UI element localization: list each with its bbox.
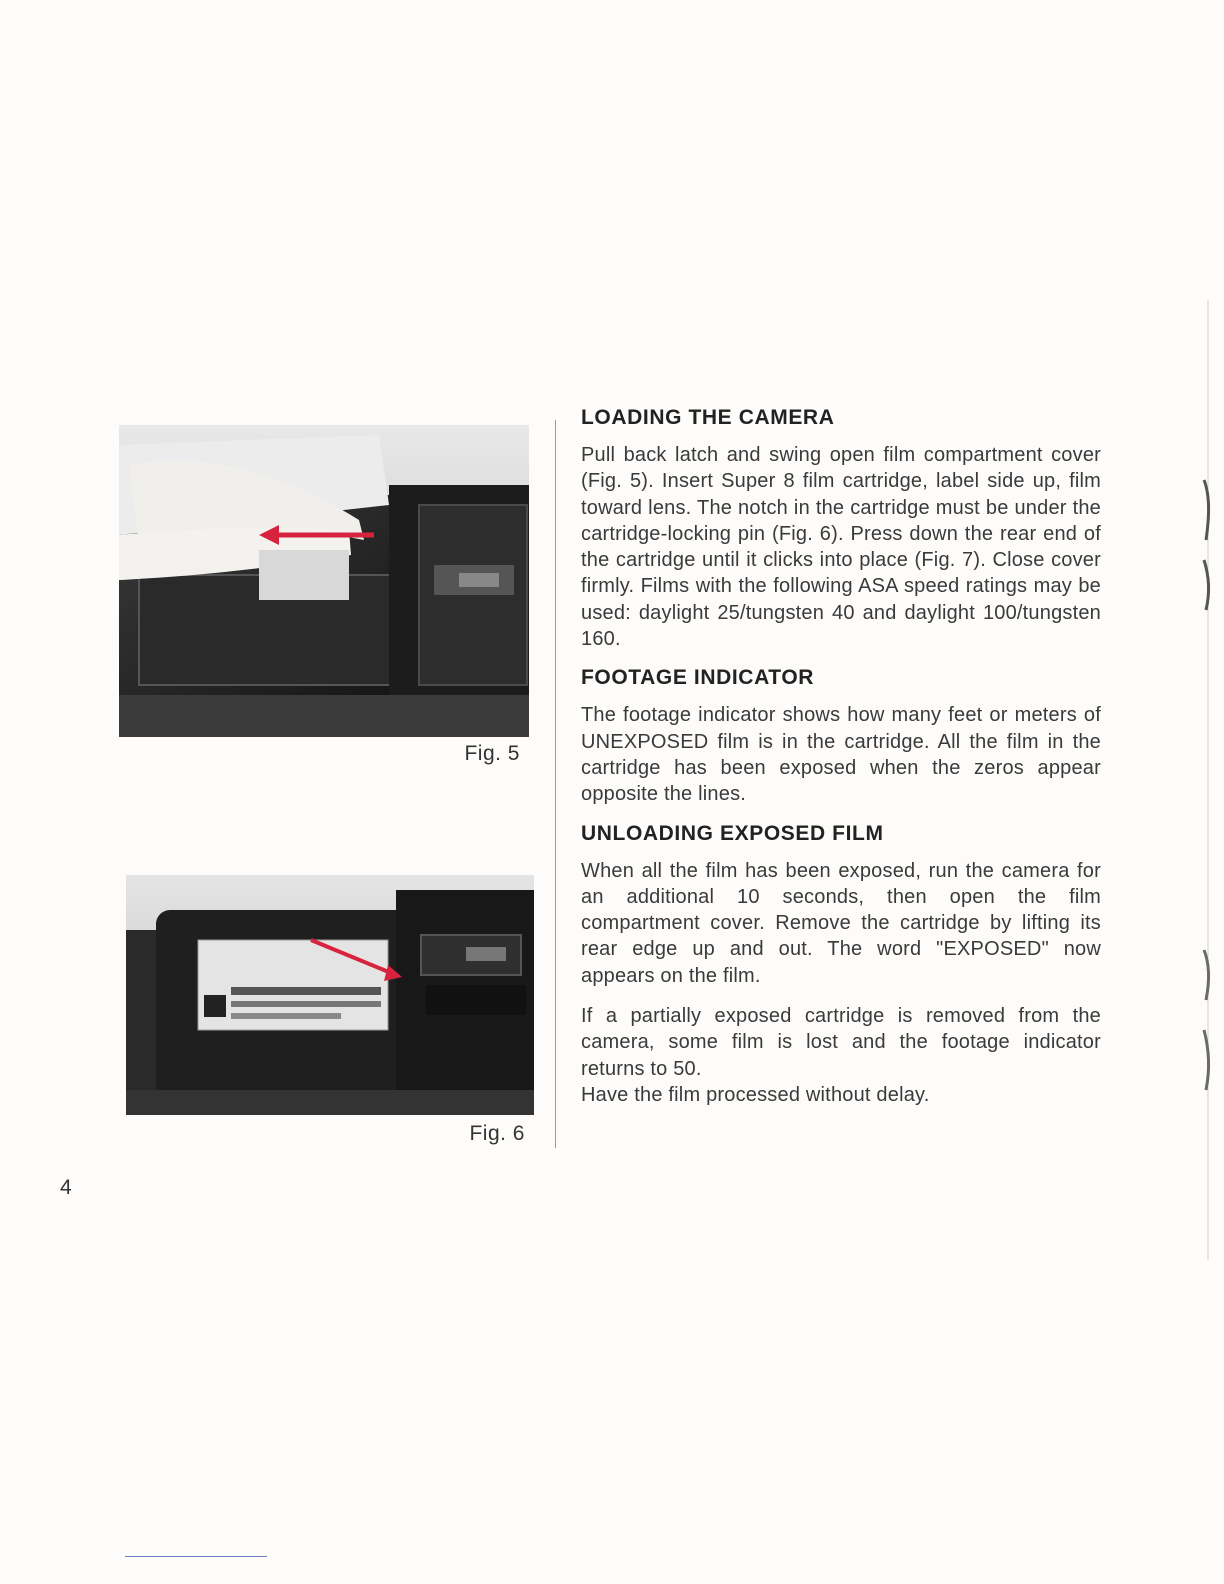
text-column: [581, 406, 1101, 1108]
paragraph-unloading-3: Have the film processed without delay.: [581, 1083, 930, 1106]
figure-5-caption: Fig. 5: [464, 742, 520, 765]
binding-edge-shadow: [1196, 300, 1214, 1260]
paragraph-unloading-1: When all the film has been exposed, run the camera for an additional 10 seconds, then open the film compartment cover. Remove the cartridge by lifting its rear edge up and out. The word "EXPOSED" now appears on the film.: [581, 859, 1101, 987]
figure-5-photo: [119, 425, 529, 737]
paragraph-unloading-2: If a partially exposed cartridge is removed from the camera, some film is lost and the footage indicator returns to 50.: [581, 1005, 1101, 1080]
paragraph-loading: Pull back latch and swing open film compartment cover (Fig. 5). Insert Super 8 film cartridge, label side up, film toward lens. The notch in the cartridge must be under the cartridge-locking pin (Fig. 6). Press down the rear end of the cartridge until it clicks into place (Fig. 7). Close cover firmly. Films with the following ASA speed ratings may be used: daylight 25/tungsten 40 and daylight 100/tungsten 160.: [581, 444, 1101, 651]
figure-6-photo: [126, 875, 534, 1115]
bottom-rule: [125, 1556, 267, 1557]
figure-6-caption: Fig. 6: [469, 1122, 525, 1145]
heading-footage-indicator: FOOTAGE INDICATOR: [581, 666, 815, 690]
page-number: 4: [60, 1176, 72, 1199]
column-divider: [555, 420, 556, 1148]
heading-unloading-exposed-film: UNLOADING EXPOSED FILM: [581, 821, 884, 845]
paragraph-footage: The footage indicator shows how many feet or meters of UNEXPOSED film is in the cartridge. All the film in the cartridge has been exposed when the zeros appear opposite the lines.: [581, 704, 1101, 806]
heading-loading-the-camera: LOADING THE CAMERA: [581, 406, 835, 429]
